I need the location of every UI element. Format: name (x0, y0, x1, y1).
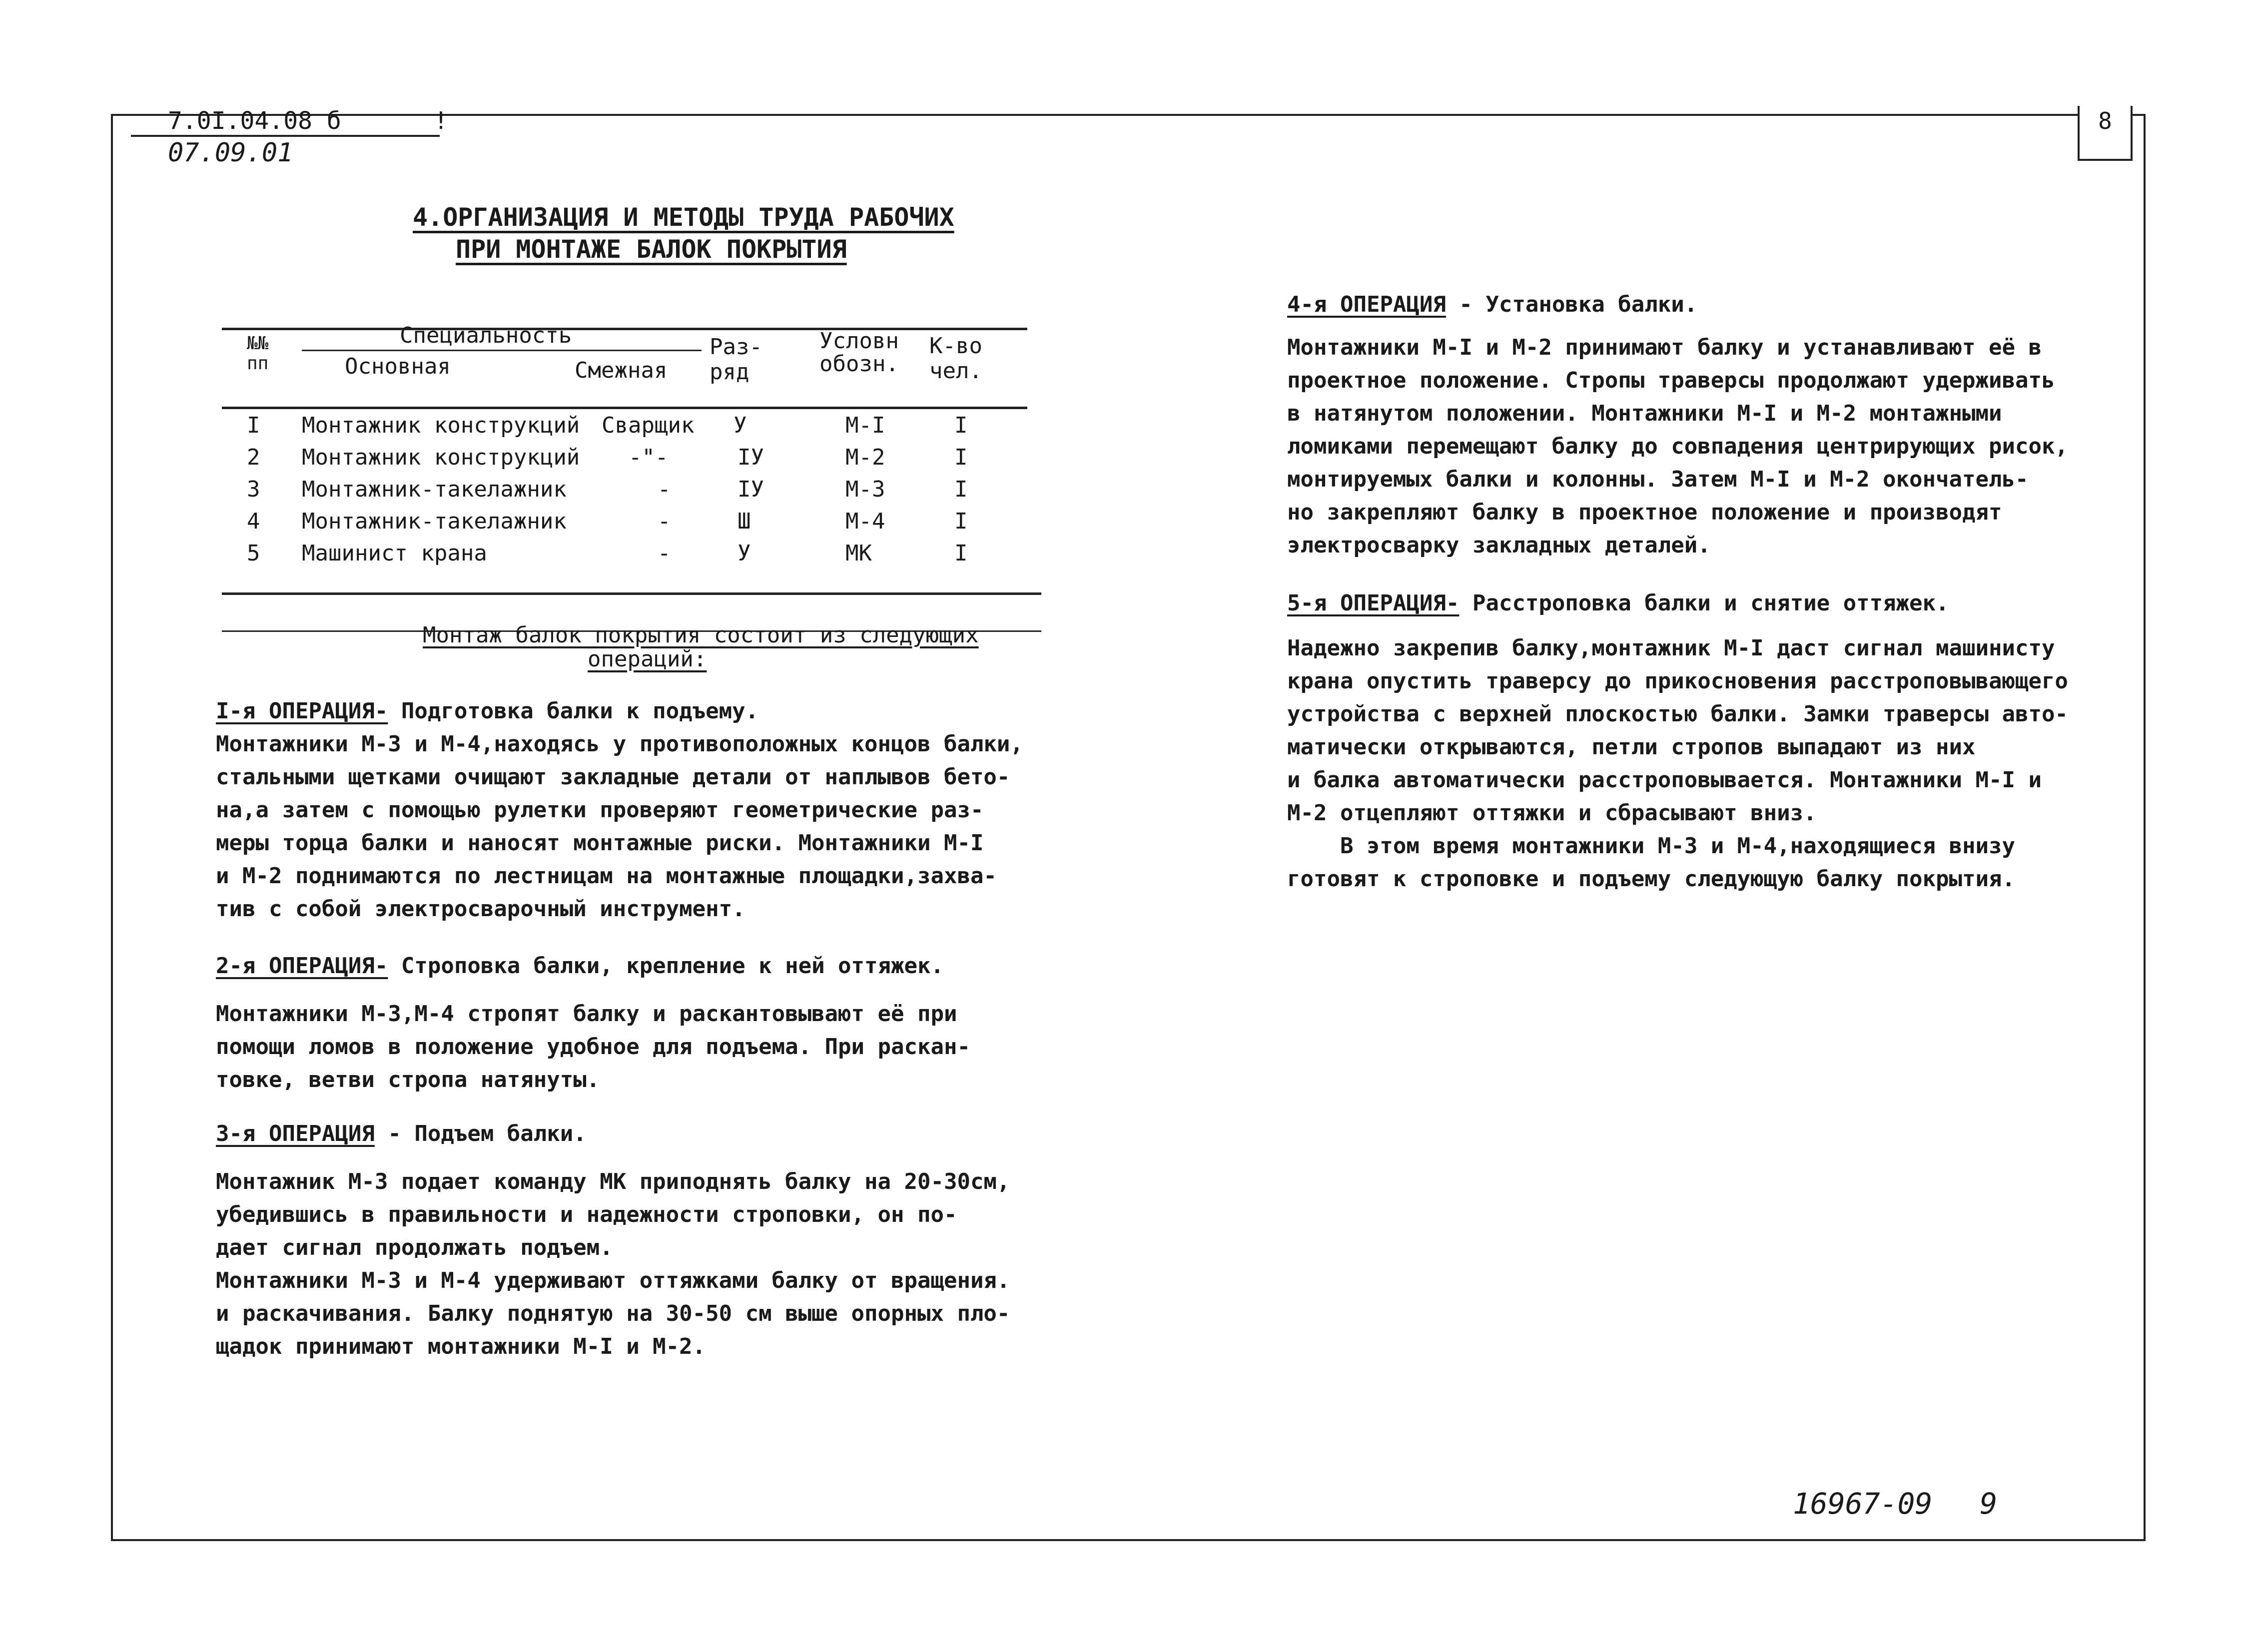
operation-3-text: Монтажник М-3 подает команду МК приподнять балку на 20-30см, (216, 1169, 1010, 1194)
header-underline (131, 135, 440, 137)
table-row-count: I (954, 413, 968, 438)
operation-5-text: Надежно закрепив балку,монтажник М-I даст сигнал машинисту (1287, 635, 2055, 661)
operation-4-label: 4-я ОПЕРАЦИЯ (1287, 292, 1446, 317)
operation-1-text: стальными щетками очищают закладные детали от наплывов бето- (216, 764, 1010, 790)
operation-4-heading (1287, 292, 1697, 317)
table-header-grade: Раз- ряд (710, 334, 762, 385)
operation-2-title: Строповка балки, крепление к ней оттяжек. (388, 953, 944, 979)
table-row-adjacent: Сварщик (602, 413, 695, 438)
operation-1-text: Монтажники М-3 и М-4,находясь у противоположных концов балки, (216, 731, 1023, 757)
table-row-num: 4 (247, 509, 260, 534)
table-header-main: Основная (345, 354, 451, 379)
page-number-box (2078, 106, 2133, 161)
operation-5-text: крана опустить траверсу до прикосновения расстроповывающего (1287, 668, 2068, 694)
page-number: 8 (2098, 107, 2112, 134)
table-row-symbol: М-2 (845, 445, 885, 470)
specialty-rule (302, 350, 702, 351)
operation-3-text: дает сигнал продолжать подъем. (216, 1235, 613, 1260)
table-row-adjacent: - (658, 509, 671, 534)
footer-stamp (1793, 1487, 1997, 1521)
operation-5-text: и балка автоматически расстроповывается. Монтажники М-I и (1287, 767, 2042, 793)
table-row-symbol: М-I (845, 413, 885, 438)
operation-5-text: готовят к строповке и подъему следующую балку покрытия. (1287, 866, 2015, 892)
operation-5-title: Расстроповка балки и снятие оттяжек. (1459, 590, 1949, 616)
operation-3-text: Монтажники М-3 и М-4 удерживают оттяжками балку от вращения. (216, 1268, 1010, 1293)
operation-3-text: убедившись в правильности и надежности строповки, он по- (216, 1202, 957, 1227)
operation-5-text: М-2 отцепляют оттяжки и сбрасывают вниз. (1287, 800, 1817, 826)
table-row-grade: IУ (738, 445, 764, 470)
table-header-adjacent: Смежная (575, 358, 668, 383)
operation-3-label: 3-я ОПЕРАЦИЯ (216, 1121, 375, 1146)
table-row-adjacent: -"- (629, 445, 669, 470)
operation-4-text: ломиками перемещают балку до совпадения центрирующих рисок, (1287, 434, 2068, 459)
table-row-grade: IУ (738, 477, 764, 502)
table-row-symbol: МК (845, 541, 872, 566)
header-mark: ! (434, 107, 448, 135)
operation-4-text: но закрепляют балку в проектное положение и производят (1287, 500, 2002, 525)
operation-4-text: электросварку закладных деталей. (1287, 533, 1711, 558)
operation-2-heading (216, 953, 944, 979)
table-header-num: №№ пп (247, 333, 269, 374)
table-row-main: Монтажник конструкций (302, 445, 580, 470)
operation-4-text: Монтажники М-I и М-2 принимают балку и устанавливают её в (1287, 335, 2042, 360)
footer-sheet-number: 9 (1980, 1487, 1998, 1521)
operation-3-text: и раскачивания. Балку поднятую на 30-50 см выше опорных пло- (216, 1301, 1010, 1326)
section-title-line1: 4.ОРГАНИЗАЦИЯ И МЕТОДЫ ТРУДА РАБОЧИХ (413, 203, 954, 232)
table-row-num: 3 (247, 477, 260, 502)
table-row-adjacent: - (658, 477, 671, 502)
operation-2-text: товке, ветви стропа натянуты. (216, 1067, 600, 1093)
table-header-count: К-во чел. (929, 333, 982, 384)
table-row-symbol: М-3 (845, 477, 885, 502)
table-row-num: 5 (247, 541, 260, 566)
operation-3-heading (216, 1121, 587, 1146)
table-row-symbol: М-4 (845, 509, 885, 534)
table-bottom-rule (222, 592, 1041, 595)
operation-2-text: помощи ломов в положение удобное для подъема. При раскан- (216, 1034, 970, 1060)
operation-5-text: В этом время монтажники М-3 и М-4,находящиеся внизу (1287, 833, 2015, 859)
table-row-adjacent: - (658, 541, 671, 566)
table-header-rule (222, 407, 1027, 409)
table-row-num: 2 (247, 445, 260, 470)
operation-4-text: в натянутом положении. Монтажники М-I и М-2 монтажными (1287, 401, 2002, 426)
operation-1-text: на,а затем с помощью рулетки проверяют геометрические раз- (216, 797, 984, 823)
operation-1-heading (216, 698, 758, 724)
operation-3-text: щадок принимают монтажники М-I и М-2. (216, 1334, 706, 1359)
operation-1-title: Подготовка балки к подъему. (388, 698, 759, 724)
operation-2-text: Монтажники М-3,М-4 стропят балку и раскантовывают её при (216, 1001, 957, 1027)
operation-3-title: - Подъем балки. (374, 1121, 587, 1146)
table-row-grade: Ш (738, 509, 751, 534)
document-code: 7.0I.04.08 б (168, 107, 341, 135)
table-row-main: Монтажник конструкций (302, 413, 580, 438)
table-row-grade: У (734, 413, 747, 438)
document-date: 07.09.01 (168, 138, 293, 168)
operation-1-text: тив с собой электросварочный инструмент. (216, 896, 746, 922)
operation-4-title: - Установка балки. (1446, 292, 1698, 317)
table-row-count: I (954, 445, 968, 470)
operation-5-text: матически открываются, петли стропов выпадают из них (1287, 734, 1976, 760)
table-row-count: I (954, 509, 968, 534)
table-header-specialty: Специальность (400, 323, 572, 348)
table-row-main: Монтажник-такелажник (302, 509, 567, 534)
intro-line2: операций: (588, 646, 707, 672)
operation-1-text: и М-2 поднимаются по лестницам на монтажные площадки,захва- (216, 863, 997, 889)
table-row-main: Монтажник-такелажник (302, 477, 567, 502)
operation-5-label: 5-я ОПЕРАЦИЯ- (1287, 590, 1460, 616)
operation-2-label: 2-я ОПЕРАЦИЯ- (216, 953, 388, 979)
table-row-grade: У (738, 541, 751, 566)
footer-stamp-number: 16967-09 (1793, 1487, 1933, 1521)
operation-4-text: проектное положение. Стропы траверсы продолжают удерживать (1287, 368, 2055, 393)
operation-5-text: устройства с верхней плоскостью балки. Замки траверсы авто- (1287, 701, 2068, 727)
operation-1-text: меры торца балки и наносят монтажные риски. Монтажники М-I (216, 830, 984, 856)
table-row-num: I (247, 413, 260, 438)
table-header-symbol: Условн обозн. (819, 328, 899, 377)
intro-line1: Монтаж балок покрытия состоит из следующих (423, 622, 979, 648)
operation-1-label: I-я ОПЕРАЦИЯ- (216, 698, 388, 724)
section-title-line2: ПРИ МОНТАЖЕ БАЛОК ПОКРЫТИЯ (456, 235, 847, 264)
operation-4-text: монтируемых балки и колонны. Затем М-I и М-2 окончатель- (1287, 467, 2029, 492)
table-row-count: I (954, 477, 968, 502)
operation-5-heading (1287, 590, 1949, 616)
table-row-count: I (954, 541, 968, 566)
table-row-main: Машинист крана (302, 541, 487, 566)
